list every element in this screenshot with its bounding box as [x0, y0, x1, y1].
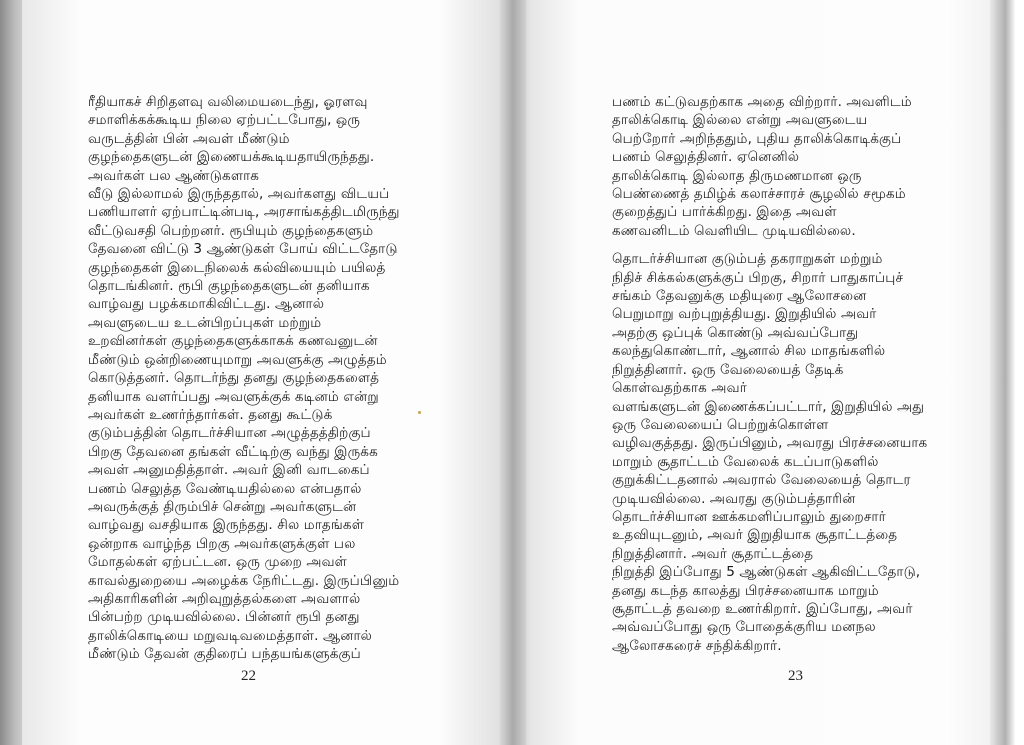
page-edge — [990, 0, 1024, 745]
text-line: தனியாக வளர்ப்பது அவளுக்குக் கடினம் என்று — [88, 388, 379, 405]
text-line: வளங்களுடன் இணைக்கப்பட்டார், இறுதியில் அது — [612, 398, 925, 415]
text-line: கணவனிடம் வெளியிட முடியவில்லை. — [612, 222, 856, 239]
paper-speck — [418, 411, 421, 414]
text-line: முடியவில்லை. அவரது குடும்பத்தாரின் — [612, 490, 856, 507]
text-line: தாலிக்கொடி இல்லாத திருமணமான ஒரு — [612, 167, 862, 184]
text-line: பிறகு தேவனை தங்கள் வீட்டிற்கு வந்து இருக்க — [88, 443, 378, 460]
text-line: கொடுத்தனர். தொடர்ந்து தனது குழந்தைகளைத் — [88, 370, 380, 387]
page-number-left: 22 — [241, 668, 256, 684]
text-line: பணம் கட்டுவதற்காக அதை விற்றார். அவளிடம் — [612, 94, 912, 110]
text-line: அவ்வப்போது ஒரு போதைக்குரிய மனநல — [612, 619, 876, 636]
text-line: அவள் அனுமதித்தாள். அவர் இனி வாடகைப் — [88, 462, 370, 479]
text-line: அவர்கள் பல ஆண்டுகளாக — [88, 167, 260, 184]
text-line: அவர்கள் உணர்ந்தார்கள். தனது கூட்டுக் — [88, 406, 333, 423]
text-line: தாலிக்கொடி இல்லை என்று அவளுடைய — [612, 112, 868, 129]
text-line: தொடங்கினர். ரூபி குழந்தைகளுடன் தனியாக — [88, 278, 370, 295]
text-line: அவளுடைய உடன்பிறப்புகள் மற்றும் — [88, 314, 322, 331]
text-line: பெற்றோர் அறிந்ததும், புதிய தாலிக்கொடிக்குப் — [612, 130, 902, 147]
text-line: ஆலோசகரைச் சந்திக்கிறார். — [612, 637, 782, 654]
text-line: அதற்கு ஒப்புக் கொண்டு அவ்வப்போது — [612, 324, 859, 341]
text-line: தனது கடந்த காலத்து பிரச்சனையாக மாறும் — [612, 582, 879, 599]
text-line: குழந்தைகள் இடைநிலைக் கல்வியையும் பயிலத் — [88, 259, 386, 276]
text-line: தாலிக்கொடியை மறுவடிவமைத்தாள். ஆனால் — [88, 627, 373, 644]
text-line: உதவியுடனும், அவர் இறுதியாக சூதாட்டத்தை — [612, 527, 898, 544]
text-line: மீண்டும் தேவன் குதிரைப் பந்தயங்களுக்குப் — [88, 646, 361, 663]
text-line: தொடர்ச்சியான குடும்பத் தகராறுகள் மற்றும் — [612, 251, 883, 268]
page-number-right: 23 — [788, 668, 803, 684]
text-line: வீட்டுவசதி பெற்றனர். ரூபியும் குழந்தைகளும் — [88, 222, 374, 239]
text-line: ஒரு வேலையைப் பெற்றுக்கொள்ள — [612, 416, 829, 433]
text-line: பணம் செலுத்தினர். ஏனெனில் — [612, 149, 800, 166]
text-line: உறவினர்கள் குழந்தைகளுக்காகக் கணவனுடன் — [88, 333, 378, 350]
book-gutter — [500, 0, 526, 745]
text-line: கொள்வதற்காக அவர் — [612, 380, 747, 397]
text-line: குழந்தைகளுடன் இணையக்கூடியதாயிருந்தது. — [88, 149, 375, 166]
text-line: வருடத்தின் பின் அவள் மீண்டும் — [88, 130, 290, 147]
text-line: கலந்துகொண்டார், ஆனால் சில மாதங்களில் — [612, 343, 886, 360]
text-line: நிதிச் சிக்கல்களுக்குப் பிறகு, சிறார் பாதுகாப்புச் — [612, 269, 904, 286]
text-line: தொடர்ச்சியான ஊக்கமளிப்பாலும் துறைசார் — [612, 508, 886, 525]
text-line: பின்பற்ற முடியவில்லை. பின்னர் ரூபி தனது — [88, 609, 360, 626]
text-line: காவல்துறையை அழைக்க நேரிட்டது. இருப்பினும் — [88, 572, 400, 589]
text-line: சூதாட்டத் தவறை உணர்கிறார். இப்போது, அவர் — [612, 600, 913, 617]
text-line: ரீதியாகச் சிறிதளவு வலிமையடைந்து, ஓரளவு — [88, 94, 368, 110]
text-line: மாறும் சூதாட்டம் வேலைக் கடப்பாடுகளில் — [612, 453, 879, 470]
text-line: குடும்பத்தின் தொடர்ச்சியான அழுத்தத்திற்குப் — [88, 425, 371, 442]
left-page-body — [88, 93, 400, 664]
text-line: பெறுமாறு வற்புறுத்தியது. இறுதியில் அவர் — [612, 306, 877, 323]
text-line: மோதல்கள் ஏற்பட்டன. ஒரு முறை அவள் — [88, 554, 348, 571]
text-line: பெண்ணைத் தமிழ்க் கலாச்சாரச் சூழலில் சமூகம் — [612, 186, 906, 203]
text-line: நிறுத்தினார். ஒரு வேலையைத் தேடிக் — [612, 361, 844, 378]
right-page-body — [612, 93, 927, 655]
text-line: மீண்டும் ஒன்றிணையுமாறு அவளுக்கு அழுத்தம் — [88, 351, 387, 368]
text-line: தேவனை விட்டு 3 ஆண்டுகள் போய் விட்டதோடு — [88, 241, 398, 258]
text-line: அவருக்குத் திரும்பிச் சென்று அவர்களுடன் — [88, 498, 357, 515]
text-line: நிறுத்தினார். அவர் சூதாட்டத்தை — [612, 545, 814, 562]
text-line: குறுக்கிட்டதனால் அவரால் வேலையைத் தொடர — [612, 472, 911, 489]
text-line: வீடு இல்லாமல் இருந்ததால், அவர்களது விடயப் — [88, 186, 390, 203]
text-line: சங்கம் தேவனுக்கு மதியுரை ஆலோசனை — [612, 288, 867, 305]
paragraph-gap — [612, 240, 927, 250]
text-line: குறைத்துப் பார்க்கிறது. இதை அவள் — [612, 204, 837, 221]
text-line: வாழ்வது பழக்கமாகிவிட்டது. ஆனால் — [88, 296, 325, 313]
text-line: பணியாளர் ஏற்பாட்டின்படி, அரசாங்கத்திடமிருந்து — [88, 204, 400, 221]
text-line: ஒன்றாக வாழ்ந்த பிறகு அவர்களுக்குள் பல — [88, 535, 356, 552]
text-line: அதிகாரிகளின் அறிவுறுத்தல்களை அவளால் — [88, 590, 361, 607]
text-line: நிறுத்தி இப்போது 5 ஆண்டுகள் ஆகிவிட்டதோடு, — [612, 564, 921, 581]
text-line: வாழ்வது வசதியாக இருந்தது. சில மாதங்கள் — [88, 517, 365, 534]
text-line: பணம் செலுத்த வேண்டியதில்லை என்பதால் — [88, 480, 362, 497]
text-line: சமாளிக்கக்கூடிய நிலை ஏற்பட்டபோது, ஒரு — [88, 112, 361, 129]
text-line: வழிவகுத்தது. இருப்பினும், அவரது பிரச்சனையாக — [612, 435, 928, 452]
